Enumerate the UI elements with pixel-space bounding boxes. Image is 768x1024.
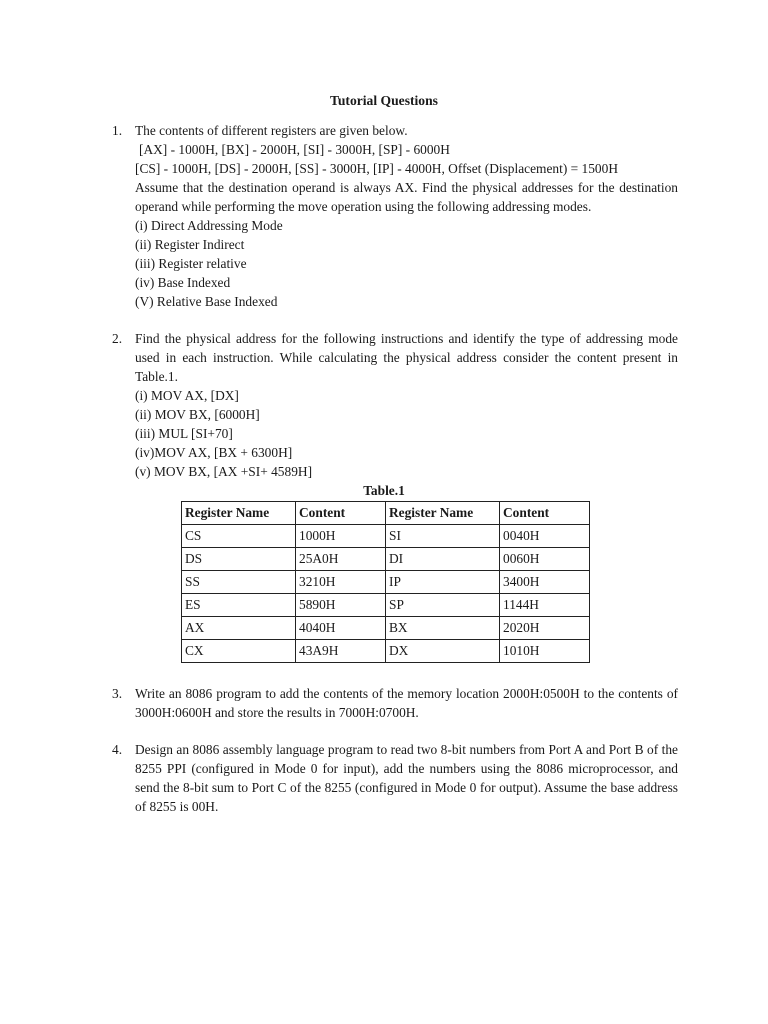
table-cell: CS — [182, 525, 296, 548]
table-cell: 1144H — [500, 594, 590, 617]
table-cell: DS — [182, 548, 296, 571]
table-row — [182, 571, 590, 594]
table-cell: SP — [386, 594, 500, 617]
table-cell: 1000H — [296, 525, 386, 548]
question-number: 4. — [112, 742, 123, 757]
table-cell: SS — [182, 571, 296, 594]
table-cell: AX — [182, 617, 296, 640]
table-cell: 0040H — [500, 525, 590, 548]
table-row — [182, 548, 590, 571]
question-3 — [112, 684, 678, 722]
register-values-line: [CS] - 1000H, [DS] - 2000H, [SS] - 3000H, [IP] - 4000H, Offset (Displacement) = 1500H — [135, 161, 618, 176]
list-item: (iii) Register relative — [135, 256, 247, 271]
list-item: (iii) MUL [SI+70] — [135, 426, 233, 441]
list-item: (iv)MOV AX, [BX + 6300H] — [135, 445, 293, 460]
list-item: (i) Direct Addressing Mode — [135, 218, 283, 233]
table-cell: ES — [182, 594, 296, 617]
list-item: (iv) Base Indexed — [135, 275, 231, 290]
question-text: Assume that the destination operand is always AX. Find the physical addresses for the destination operand while performing the move operation using the following addressing modes. — [135, 180, 678, 214]
table-caption: Table.1 — [363, 483, 405, 498]
table-cell: IP — [386, 571, 500, 594]
table-header-cell: Register Name — [182, 502, 296, 525]
list-item: (v) MOV BX, [AX +SI+ 4589H] — [135, 464, 313, 479]
table-row — [182, 617, 590, 640]
question-text: Find the physical address for the following instructions and identify the type of addressing mode used in each instruction. While calculating the physical address consider the content present in Table.1. — [135, 331, 678, 384]
register-table — [181, 501, 590, 663]
table-row — [182, 640, 590, 663]
table-cell: 4040H — [296, 617, 386, 640]
table-header-cell: Register Name — [386, 502, 500, 525]
question-text: The contents of different registers are given below. — [135, 123, 408, 138]
question-2 — [112, 329, 678, 481]
table-header-row — [182, 502, 590, 525]
table-header-cell: Content — [296, 502, 386, 525]
table-cell: 5890H — [296, 594, 386, 617]
register-values-line: [AX] - 1000H, [BX] - 2000H, [SI] - 3000H, [SP] - 6000H — [139, 142, 450, 157]
table-row — [182, 594, 590, 617]
table-cell: 1010H — [500, 640, 590, 663]
table-row — [182, 525, 590, 548]
question-4 — [112, 740, 678, 816]
table-cell: 43A9H — [296, 640, 386, 663]
list-item: (V) Relative Base Indexed — [135, 294, 278, 309]
question-text: Design an 8086 assembly language program to read two 8-bit numbers from Port A and Port B of the 8255 PPI (configured in Mode 0 for input), add the numbers using the 8086 microprocessor, and send the 8-bit sum to Port C of the 8255 (configured in Mode 0 for output). Assume the base address of 8255 is 00H. — [135, 742, 678, 814]
list-item: (ii) MOV BX, [6000H] — [135, 407, 260, 422]
table-cell: DX — [386, 640, 500, 663]
table-cell: 3400H — [500, 571, 590, 594]
table-cell: DI — [386, 548, 500, 571]
table-cell: 0060H — [500, 548, 590, 571]
question-1 — [112, 121, 678, 311]
question-text: Write an 8086 program to add the contents of the memory location 2000H:0500H to the contents of 3000H:0600H and store the results in 7000H:0700H. — [135, 686, 678, 720]
list-item: (ii) Register Indirect — [135, 237, 245, 252]
table-cell: 3210H — [296, 571, 386, 594]
list-item: (i) MOV AX, [DX] — [135, 388, 239, 403]
question-number: 2. — [112, 331, 123, 346]
question-number: 3. — [112, 686, 123, 701]
table-cell: CX — [182, 640, 296, 663]
table-cell: 25A0H — [296, 548, 386, 571]
table-header-cell: Content — [500, 502, 590, 525]
page-title: Tutorial Questions — [330, 93, 438, 108]
table-cell: 2020H — [500, 617, 590, 640]
question-number: 1. — [112, 123, 123, 138]
table-cell: BX — [386, 617, 500, 640]
table-cell: SI — [386, 525, 500, 548]
